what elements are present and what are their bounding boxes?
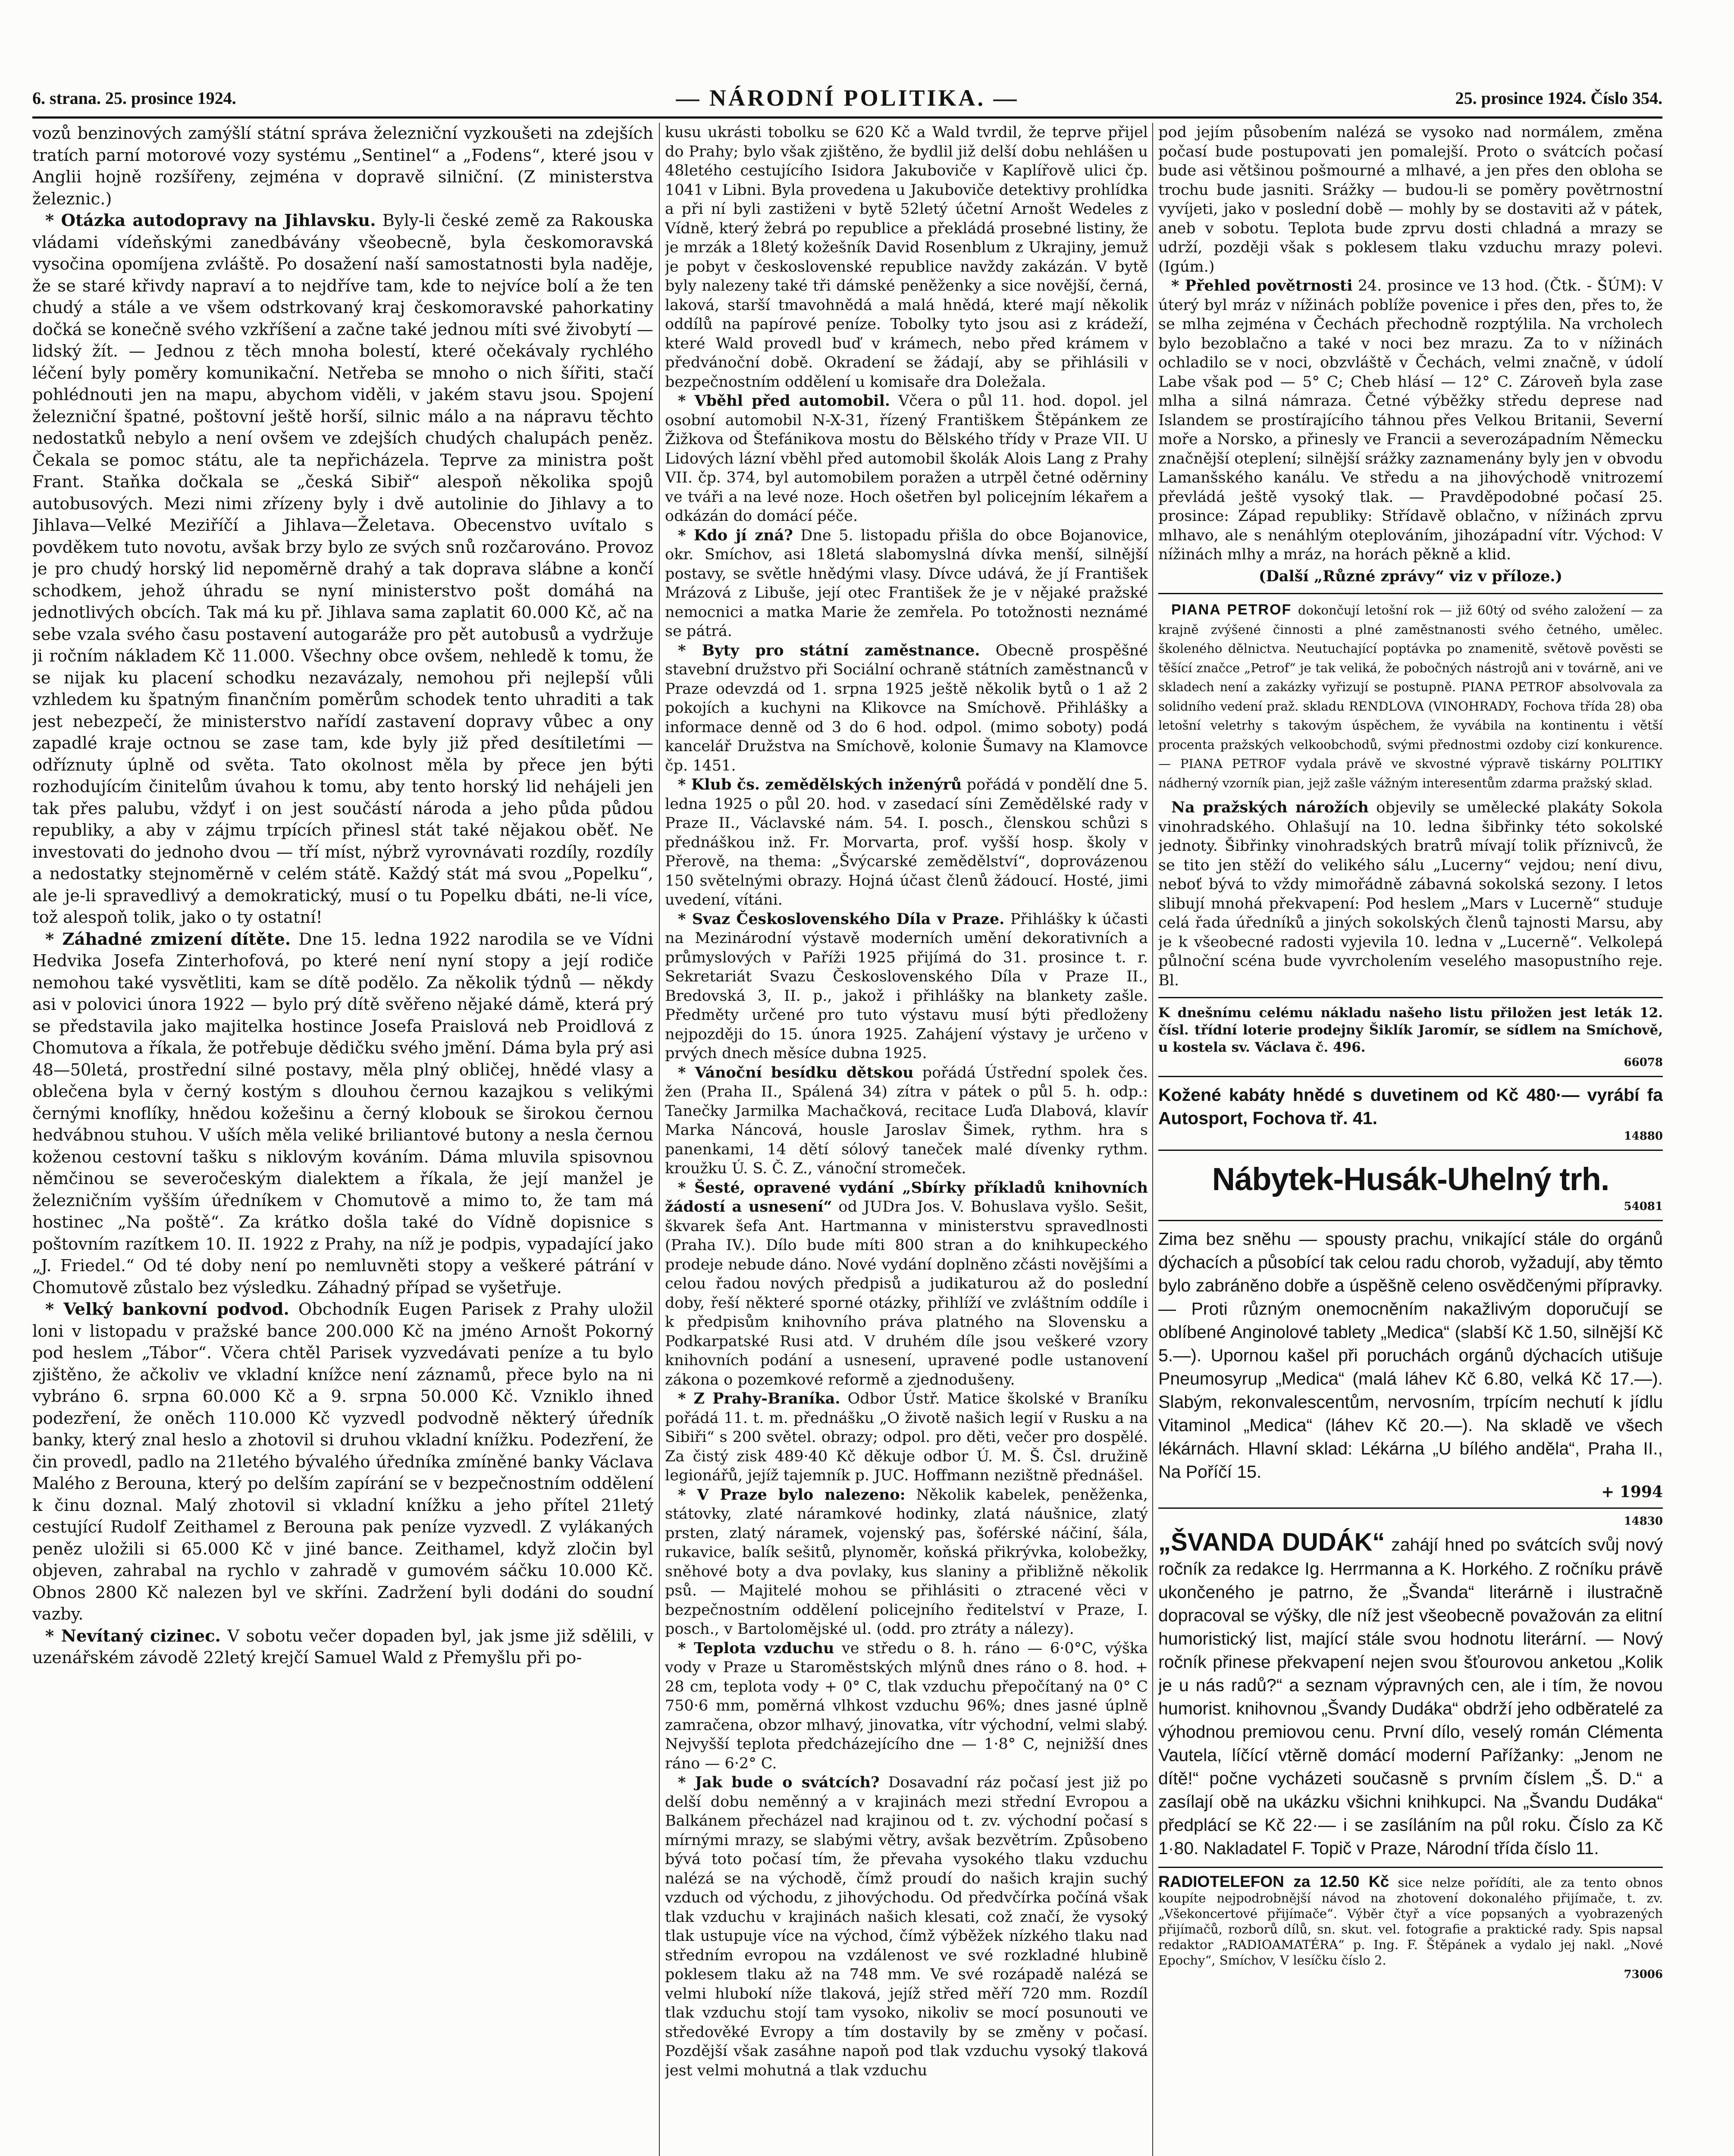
article-nalezeno [665, 1485, 1148, 1639]
ad-heading: „ŠVANDA DUDÁK“ [1158, 1528, 1385, 1556]
article-teplota [665, 1639, 1148, 1774]
article-heading: * Teplota vzduchu [678, 1639, 834, 1657]
article-heading: * Svaz Československého Díla v Praze. [678, 910, 1005, 928]
article-branik [665, 1389, 1148, 1485]
page-header [32, 85, 1662, 112]
article-sbirka [665, 1178, 1148, 1390]
article-continuation: pod jejím působením nalézá se vysoko nad normálem, změna počasí bude postupovati jen pomalejší. Proto o svátcích počasí bude asi většinou pošmourné a mlhavé, a jen přes den obloha se trochu bude jasniti. Srážky — budou-li se poměry povětrnostní vyvíjeti, jako v poslední době — mohly by se dostaviti až v pátek, aneb v sobotu. Teplota bude zprvu dosti chladná a mrazy se udrží, později však s poklesem tlaku vzduchu mrazy polevi. (Igúm.) [1158, 124, 1663, 276]
article-body: Dne 5. listopadu přišla do obce Bojanovice, okr. Smíchov, asi 18letá slabomyslná dívka menší, silnější postavy, se světle hnědými vlasy. Dívce udává, že jí František Mrázová z Libuše, její otec František že je v nějaké pražské nemocnici a matka Marie že zemřela. Po totožnosti neznámé se pátrá. [665, 526, 1148, 640]
ad-body: Kožené kabáty hnědé s duvetinem od Kč 480·— vyrábí fa Autosport, Fochova tř. 41. [1158, 1085, 1663, 1128]
column-divider [1152, 123, 1153, 2156]
ad-heading: PIANA PETROF [1171, 602, 1292, 618]
article-heading: Na pražských nárožích [1171, 799, 1369, 816]
article-heading: * Kdo jí zná? [678, 526, 793, 544]
issue-date-number: 25. prosince 1924. Číslo 354. [1455, 88, 1662, 108]
article-body: Obecně prospěšné stavební družstvo při Sociální ochraně státních zaměstnanců v Praze odevzdá od 1. srpna 1925 ještě několik bytů o 1 až 2 pokojích a kuchyni na Klikovce na Smíchově. Přihlášky a informace denně od 3 do 6 hod. odpol. (mimo soboty) podá kancelář Družstva na Smíchově, kolonie Šumavy na Klamovce čp. 1451. [665, 642, 1148, 774]
article-body: Byly-li české země za Rakouska vládami vídeňskými zanedbávány všeobecně, byla českomoravská vysočina opomíjena zvláště. Po dosažení naší samostatnosti byla naděje, že se staré křivdy napraví a to nejdříve tam, kde to nejvíce bolí a že ten chudý a stále a ve všem odstrkovaný kraj českomoravské pahorkatiny dočká se konečně svého vzkříšení a začne také jednou míti své živobytí — lidský žít. — Jednou z těch mnoha bolestí, které očekávaly rychlého léčení byly poměry komunikační. Netřeba se mnoho o nich šířiti, stačí pohlédnouti jen na mapu, abychom viděli, v jakém stavu jsou. Spojení železniční špatné, poštovní ještě horší, silnic málo a na nápravu těchto nedostatků nebylo a není ovšem ve zdejších chudých chalupách peněz. Čekala se pomoc státu, ale ta nepřicházela. Teprve za ministra pošt Frant. Staňka dočkala se „česká Sibiř“ alespoň několika spojů autobusových. Mezi nimi zřízeny byly i dvě autolinie do Jihlavy a to Jihlava—Velké Meziříčí a Jihlava—Želetava. Obecenstvo uvítalo s povděkem tuto novotu, avšak brzy bylo ze svých snů rozčarováno. Provoz je pro chudý horský lid nepoměrně drahý a tak doprava slábne a končí schodkem, jehož úhradu se nyní ministerstvo pošt domáhá na jednotlivých obcích. Tak má ku př. Jihlava sama zaplatit 60.000 Kč, ač na sebe vzala svého času postavení autogaráže pro pět autobusů a vydržuje ji ročním nákladem Kč 11.000. Všechny obce ovšem, nehledě k tomu, že se nijak ku placení schodku nezavázaly, nemohou při nejlepší vůli vzhledem ku špatným finančním poměrům schodek tento uhraditi a tak jest nebezpečí, že ministerstvo nařídí zastavení dopravy vůbec a ony zapadlé kraje octnou se zase tam, kde byly již před desítiletími — odříznuty úplně od světa. Tato okolnost měla by přece jen býti rozhodujícím činitelům úvahou k tomu, aby tento horský lid nehájeli jen tak přes palubu, vždyť i on jest součástí národa a jeho půda půdou republiky, a aby v zájmu trpících přinesl stát také nějakou oběť. Ne investovati do jednoho dvou — tří míst, nýbrž vyrovnávati rozdíly, rozdíly a nedostatky stejnoměrně v celém státě. Každý stát má svou „Popelku“, ale je-li spravedlivý a demokratický, musí o tu Popelku dbáti, ne-li více, tož alespoň tolik, jako o ty ostatní! [32, 211, 653, 927]
article-heading: * Byty pro státní zaměstnance. [678, 641, 980, 659]
ad-body: Zima bez sněhu — spousty prachu, vnikající stále do orgánů dýchacích a působící tak celou radu chorob, vyžadují, aby těmto bylo zabráněno dobře a úspěšně celeno osvědčenými přípravky. — Proti různým onemocněním nakažlivým doporučují se oblíbené Anginolové tablety „Medica“ (slabší Kč 1.50, silnější Kč 5.—). Upornou kašel při poruchách orgánů dýchacích utišuje Pneumosyrup „Medica“ (malá láhev Kč 6.80, velká Kč 17.—). Slabým, rekonvalescentům, nervosním, trpícím nechutí k jídlu Vitaminol „Medica“ (láhev Kč 20.—). Na skladě ve všech lékárnách. Hlavní sklad: Lékárna „U bílého anděla“, Praha II., Na Poříčí 15. [1158, 1229, 1663, 1482]
article-vanocni [665, 1063, 1148, 1178]
ad-svanda-dudak [1158, 1507, 1663, 1860]
article-continuation: kusu ukrásti tobolku se 620 Kč a Wald tvrdil, že teprve přijel do Prahy; bylo však zjištěno, že bydlil již delší dobu nehlášen u 48letého cestujícího Isidora Jakuboviče v Kaplířově ulici čp. 1041 v Libni. Byla provedena u Jakuboviče detektivy prohlídka a při ní byli zastiženi v bytě 52letý účetní Arnošt Wedeles z Vídně, který žebrá po republice a překládá prosebné listiny, že je mrzák a 18letý kožešník David Rosenblum z Ukrajiny, jemuž je pobyt v československé republice navždy zakázán. V bytě byly nalezeny také tři dámské peněženky a sice novější, černá, laková, starší tmavohnědá a malá hnědá, které mají několik oddílů na papírové peníze. Tobolky tyto jsou asi z krádeží, které Wald provedl buď v krámech, nebo před krámem v předvánoční době. Okradení se žádají, aby se přihlásili v bezpečnostním oddělení u komisaře dra Doležala. [665, 124, 1148, 391]
ad-code: 66078 [1624, 1056, 1663, 1069]
article-heading: * Šesté, opravené vydání „Sbírky příkladů knihovních žádostí a usnesení“ [665, 1178, 1148, 1216]
article-body: Několik kabelek, peněženka, státovky, zlaté náramkové hodinky, zlatá náušnice, zlatý prsten, zlatý náramek, vojenský pas, šoférské náčiní, šála, rukavice, balík sešitů, plynoměr, koňská přikrývka, kolobežky, sněhové boty a dva povlaky, kus slaniny a přibližně několik psů. — Majitelé mohou se přihlásiti o ztracené věci v bezpečnostním oddělení policejního ředitelství v Praze, I. posch., v Bartolomějské ul. (odd. pro ztráty a nálezy). [665, 1486, 1148, 1638]
article-svaz [665, 910, 1148, 1063]
ad-kozene-kabaty [1158, 1076, 1663, 1143]
ad-heading: Nábytek-Husák-Uhelný trh. [1212, 1161, 1609, 1197]
ad-code: 14830 [1624, 1515, 1663, 1528]
article-body: Dne 15. ledna 1922 narodila se ve Vídni Hedvika Josefa Zinterhofová, po které není nyní stopy a její rodiče nemohou také vysvětliti, kam se dítě podělo. Za několik týdnů — někdy asi v polovici února 1922 — bylo prý dítě svěřeno nějaké dámě, která prý se představila jako majitelka hostince Josefa Praislová neb Proidlová z Chomutova a říkala, že potřebuje dědičku svého jmění. Dáma byla prý asi 48—50letá, prostřední silné postavy, měla plný obličej, hnědé vlasy a oblečena byla v černý kostým s dlouhou černou kazajkou s velikými černými knoflíky, hnědou kožešinu a černý klobouk se širokou černou hedvábnou stuhou. V uších měla veliké briliantové butony a nesla černou koženou cestovní tašku s niklovým kováním. Dáma mluvila spisovnou němčinou se severočeským dialektem a říkala, že její manžel je železničním vyšším úředníkem v Chomutově a mimo to, že tam má hostinec „Na poště“. Za krátko došla také do Vídně dopisnice s poštovním razítkem 10. II. 1922 z Prahy, na níž je podpis, vypadající jako „J. Friedel.“ Od té doby není po nemluvněti stopy a veškeré pátrání v Chomutově zůstalo bez výsledku. Záhadný případ se vyšetřuje. [32, 929, 653, 1297]
article-klub [665, 775, 1148, 910]
ad-body: dokončují letošní rok — již 60tý od svého založení — za krajně zvýšené činnosti a plné zaměstnanosti svého četného, umělec. školeného dělnictva. Neutuchající poptávka po znamenitě, světově pověsti se těšící značce „Petrof“ je tak veliká, že pobočných nástrojů ani v továrně, ani ve skladech není a zakázky vyřizují se postupně. PIANA PETROF absolvovala za solidního vedení praž. skladu RENDLOVA (VINOHRADY, Fochova třída 28) oba letošní veletrhy s takovým úspěchem, že vyvábila na kontinentu i větší procenta pražských velkoobchodů, svými přednostmi ozdoby cizí konkurence. — PIANA PETROF vydala právě ve skvostné výpravě tiskárny POLITIKY nádherný vzorník pian, jejž zašle vážným interesentům zdarma pražský sklad. [1158, 603, 1663, 790]
article-podvod [32, 1299, 653, 1626]
article-body: Dosavadní ráz počasí jest již po delší dobu neměnný a v krajinách mezi střední Evropou a Balkánem přecházel nad krajinou od t. zv. východní počasí s mírnými mrazy, se slabými větry, avšak bezvětrím. Způsobeno bývá toto počasí tím, že převaha vysokého tlaku vzduchu nalézá se na východě, čímž proudí do našich krajin suchý vzduch od východu, z jihovýchodu. Od předvčírka počíná však tlak vzduchu v krajinách našich klesati, což značí, že vysoký tlak ustupuje více na východ, čímž výběžek nízkého tlaku nad středním evropou na vzdálenost ve své rozkladné hlubině poklesem tlaku až na 748 mm. Ve své rozápadě nalézá se velmi hlubokí níže tlaková, jejíž střed měří 720 mm. Rozdíl tlak vzduchu stojí tam vysoko, nikoliv se mocí posunouti ve středověké Evropy a tím dostavily by se změny v počasí. Pozdější však zasáhne napoň pod tlak vzduchu vysoký tlaková jest velmi mohutná a tlak vzduchu [665, 1774, 1148, 2079]
ad-heading: RADIOTELEFON za 12.50 Kč [1158, 1873, 1389, 1890]
article-autodoprava [32, 210, 653, 929]
article-vbehl [665, 392, 1148, 526]
column-divider [659, 123, 660, 2156]
article-heading: * Otázka autodopravy na Jihlavsku. [45, 211, 376, 230]
column-2 [665, 123, 1148, 2156]
page-number-date: 6. strana. 25. prosince 1924. [32, 88, 236, 108]
article-heading: * Vánoční besídku dětskou [678, 1063, 914, 1081]
supplement-text: K dnešnímu celému nákladu našeho listu přiložen jest leták 12. čísl. třídní loterie prodejny Šiklík Jaromír, se sídlem na Smíchově, u kostela sv. Václava č. 496. [1158, 1005, 1663, 1055]
ad-body: sice nelze pořídíti, ale za tento obnos koupíte nejpodrobnější návod na zhotovení dokonalého přijímače, t. zv. „Všekoncertové přijímače“. Výběr čtyř a více popsaných a vyobrazených přijímačů, rozborů dílů, sn. skut. vel. fotografie a praktické rady. Spis napsal redaktor „RADIOAMATÉRA“ p. Ing. F. Štěpánek a vydalo jej nakl. „Nové Epochy“, Smíchov, V lesíčku číslo 2. [1158, 1875, 1663, 1968]
article-heading: * Jak bude o svátcích? [678, 1774, 880, 1791]
ad-nabytek-husak [1158, 1150, 1663, 1213]
ad-code: 14880 [1624, 1130, 1663, 1143]
article-heading: * Velký bankovní podvod. [45, 1300, 289, 1319]
supplement-note [1158, 997, 1663, 1069]
masthead-title: — NÁRODNÍ POLITIKA. — [676, 85, 1019, 111]
article-body: pořádá Ústřední spolek čes. žen (Praha II., Spálená 34) zítra v pátek o půl 5. h. odp.: Tanečky Jarmilka Machačková, recitace Luďa Dlabová, klavír Marka Náncová, housle Jaroslav Šimek, rythm. hra s panenkami, 14 dětí sólový taneček malé dívenky rythm. kroužku Ú. S. Č. Z., vánoční stromeček. [665, 1064, 1148, 1177]
article-heading: * Vběhl před automobil. [678, 392, 890, 410]
ad-body: zahájí hned po svátcích svůj nový ročník za redakce Ig. Herrmanna a K. Horkého. Z ročníku právě ukončeného je patrno, že „Švanda“ literárně i ilustračně dopracoval se výšky, dle níž jest všeobecně považován za elitní humoristický list, mající stále svou hodnotu literární. — Nový ročník přinese překvapení nejen svou šťourovou anketou „Kolik je u nás radů?“ a seznam výpravných cen, ale i tím, že novou humorist. knihovnou „Švandy Dudáka“ obdrží jeho odběratelé za výhodnou premiovou cenu. První dílo, veselý román Clémenta Vautela, líčící vtěrně domácí moderní Pařížanky: „Jenom ne dítě!“ počne vycházeti současně s prvním číslem „Š. D.“ a zasílají obě na ukázku všichni knihkupci. Na „Švandu Dudáka“ předplácí se Kč 22·— i se zasíláním na půl roku. Číslo za Kč 1·80. Nakladatel F. Topič v Praze, Národní třída číslo 11. [1158, 1535, 1663, 1858]
ad-radiotelefon [1158, 1867, 1663, 1981]
article-body: Odbor Ústř. Matice školské v Braníku pořádá 11. t. m. přednášku „O životě našich legií v Rusku a na Sibiři“ s 200 světel. obrazy; odpol. pro děti, večer pro dospělé. Za čistý zisk 489·40 Kč děkuje odbor Ú. M. Š. Čsl. družině legionářů, jejíž tajemník p. JUC. Hoffmann nezištně přednášel. [665, 1390, 1148, 1484]
column-1 [32, 123, 653, 2156]
header-rule [32, 116, 1662, 119]
article-body: Přihlášky k účasti na Mezinárodní výstavě moderních umění dekorativních a průmyslových v Paříži 1925 přijímá do 31. prosince t. r. Sekretariát Svazu Československého Díla v Praze II., Bredovská 3, II. p., jakož i přihlášky na blankety zašle. Předměty určené pro tuto výstavu musí býti předloženy nejpozději do 15. února 1925. Zahájení výstavy je určeno v prvých dnech měsíce dubna 1925. [665, 910, 1148, 1062]
article-heading: * Klub čs. zemědělských inženýrů [678, 776, 962, 793]
article-narozi [1158, 798, 1663, 990]
article-body: objevily se umělecké plakáty Sokola vinohradského. Ohlašují na 10. ledna šibřinky této sokolské jednoty. Šibřinky vinohradských bratrů mívají tolik příznivců, že se tito jen stěží do velikého sálu „Lucerny“ vejdou; není divu, neboť bývá to vždy mimořádně zábavná sokolská sezony. I letos slibují mnohá překvapení: Pod heslem „Mars v Lucerně“ studuje celá řada úředníků a jiných sokolských členů tajnosti Marsu, aby je k všeobecné radosti vyjevila 10. ledna v „Lucerně“. Velkolepá půlnoční scéna bude vyvrcholením veselého masopustního reje. Bl. [1158, 799, 1663, 989]
ad-piana-petrof [1158, 593, 1663, 792]
ad-code: 73006 [1624, 1968, 1663, 1981]
article-heading: * Záhadné zmizení dítěte. [45, 929, 291, 949]
ad-code: + 1994 [1601, 1483, 1663, 1501]
article-heading: * Nevítaný cizinec. [45, 1626, 221, 1646]
article-body: ve středu o 8. h. ráno — 6·0°C, výška vody v Praze u Staroměstských mlýnů dnes ráno o 8. hod. + 28 cm, teplota vody + 0° C, tlak vzduchu přepočítaný na 0° C 750·6 mm, poměrná vlhkost vzduchu 96%; dnes jasné úplně zamračena, obzor mlhavý, jinovatka, vítr východní, velmi slabý. Nejvyšší teplota předcházejícího dne — 1·8° C, nejnižší dnes ráno — 6·2° C. [665, 1639, 1148, 1772]
ad-medica [1158, 1220, 1663, 1501]
article-heading: * Přehled povětrnosti [1171, 277, 1353, 295]
article-heading: * V Praze bylo nalezeno: [678, 1485, 906, 1504]
article-body: 24. prosince ve 13 hod. (Čtk. - ŠÚM): V úterý byl mráz v nížinách poblíže povenice i přes den, přes to, že se mlha zejména v Čechách přechodně rozptýlila. Na vrcholech bylo bezoblačno a také v noci bez mrazu. Za to v nížinách ochladilo se v noci, obzvláště v Čechách, velmi značně, v údolí Labe však pod — 5° C; Cheb hlásí — 12° C. Zároveň byla zase mlha a silná námraza. Četné výběžky středu deprese nad Islandem se prostírajícího táhnou přes Velkou Britanii, Severní moře a Norsko, a přinesly ve Francii a severozápadním Německu značnější oteplení; silnější srážky zaznamenány byly jen v obvodu Lamanšského kanálu. Ve středu a na jihovýchodě vnitrozemí převládá ještě vysoký tlak. — Pravděpodobné počasí 25. prosince: Západ republiky: Střídavě oblačno, v nížinách zprvu mlhavo, ale s nenáhlým oteplováním, jihozápadní vítr. Východ: V nížinách mlhy a mráz, na horách pěkně a klid. [1158, 277, 1663, 563]
continued-note: (Další „Různé zprávy“ viz v příloze.) [1258, 567, 1563, 585]
article-body: od JUDra Jos. V. Bohuslava vyšlo. Sešit, škvarek šefa Ant. Hartmanna v ministerstvu spravedlnosti (Praha IV.). Dílo bude míti 800 stran a do knihkupeckého prodeje nebude dáno. Nové vydání doplněno zčásti novějšími a celou řadou nových předpisů a judikaturou až do poslední doby, řeší některé sporné otázky, přihlíží ve zvláštním oddíle i k předpisům knihovního práva platného na Slovensku a Podkarpatské Rusi atd. V druhém díle jsou veškeré vzory knihovních podání a usnesení, upravené podle ustanovení zákona o pozemkové reformě a zjednodušeny. [665, 1198, 1148, 1388]
article-povetrnost [1158, 276, 1663, 564]
article-body: pořádá v pondělí dne 5. ledna 1925 o půl 20. hod. v zasedací síni Zemědělské rady v Praze II., Václavské nám. 54. I. posch., členskou schůzi s přednáškou inž. Fr. Morvarta, prof. vyšší hosp. školy v Přerově, na thema: „Švýcarské zemědělství“, doprovázenou 150 světelnými obrazy. Hojná účast členů žádoucí. Hosté, jimi uvedení, vítáni. [665, 776, 1148, 909]
ad-code: 54081 [1624, 1200, 1663, 1213]
article-continuation: vozů benzinových zamýšlí státní správa železniční vyzkoušeti na zdejších tratích parní motorové vozy systému „Sentinel“ a „Fodens“, které jsou v Anglii hojně rozšířeny, zejména v dopravě silniční. (Z ministerstva železnic.) [32, 124, 653, 209]
article-zmizeni [32, 929, 653, 1299]
article-svatky [665, 1773, 1148, 2080]
article-body: V sobotu večer dopaden byl, jak jsme již sdělili, v uzenářském závodě 22letý krejčí Samuel Wald z Přemyšlu při po- [32, 1626, 653, 1667]
article-byty [665, 641, 1148, 776]
article-kdo [665, 526, 1148, 641]
article-body: Obchodník Eugen Parisek z Prahy uložil loni v listopadu v pražské bance 200.000 Kč na jméno Arnošt Pokorný pod heslem „Tábor“. Včera chtěl Parisek vyzvedávati peníze a tu bylo zjištěno, že ačkoliv ve vkladní knížce není záznamů, přece bylo na ni vybráno 6. srpna 60.000 Kč a 9. srpna 50.000 Kč. Vzniklo ihned podezření, že oněch 110.000 Kč vyzvedl podvodně některý úředník banky, který znal heslo a zhotovil si druhou vkladní knížku. Podezření, že čin provedl, padlo na 21letého bývalého úředníka zmíněné banky Václava Malého z Berouna, který po delším zapírání se v bezpečnostním oddělení k činu doznal. Malý zhotovil si vkladní knížku a jeho přítel 21letý cestující Rudolf Zeithamel z Berouna pak peníze vyzvedl. Z vylákaných peněz uložili si 65.000 Kč v jiné bance. Zeithamel, když zločin byl objeven, zahrabal na rychlo v zahradě v gumovém sáčku 10.000 Kč. Obnos 2800 Kč nalezen byl ve skříni. Zadržení byli dodáni do soudní vazby. [32, 1300, 653, 1624]
article-heading: * Z Prahy-Braníka. [678, 1390, 840, 1407]
article-body: Včera o půl 11. hod. dopol. jel osobní automobil N-X-31, řízený Františkem Štěpánkem ze Žižkova od Štefánikova mostu do Bělského třídy v Praze VII. U Lidových lázní vběhl před automobil školák Alois Lang z Prahy VII. čp. 374, byl automobilem poražen a utrpěl četné oděrniny ve tváři a na levé noze. Hoch ošetřen byl policejním lékařem a odkázán do domácí péče. [665, 392, 1148, 525]
column-3 [1158, 123, 1663, 2156]
article-cizinec [32, 1626, 653, 1669]
